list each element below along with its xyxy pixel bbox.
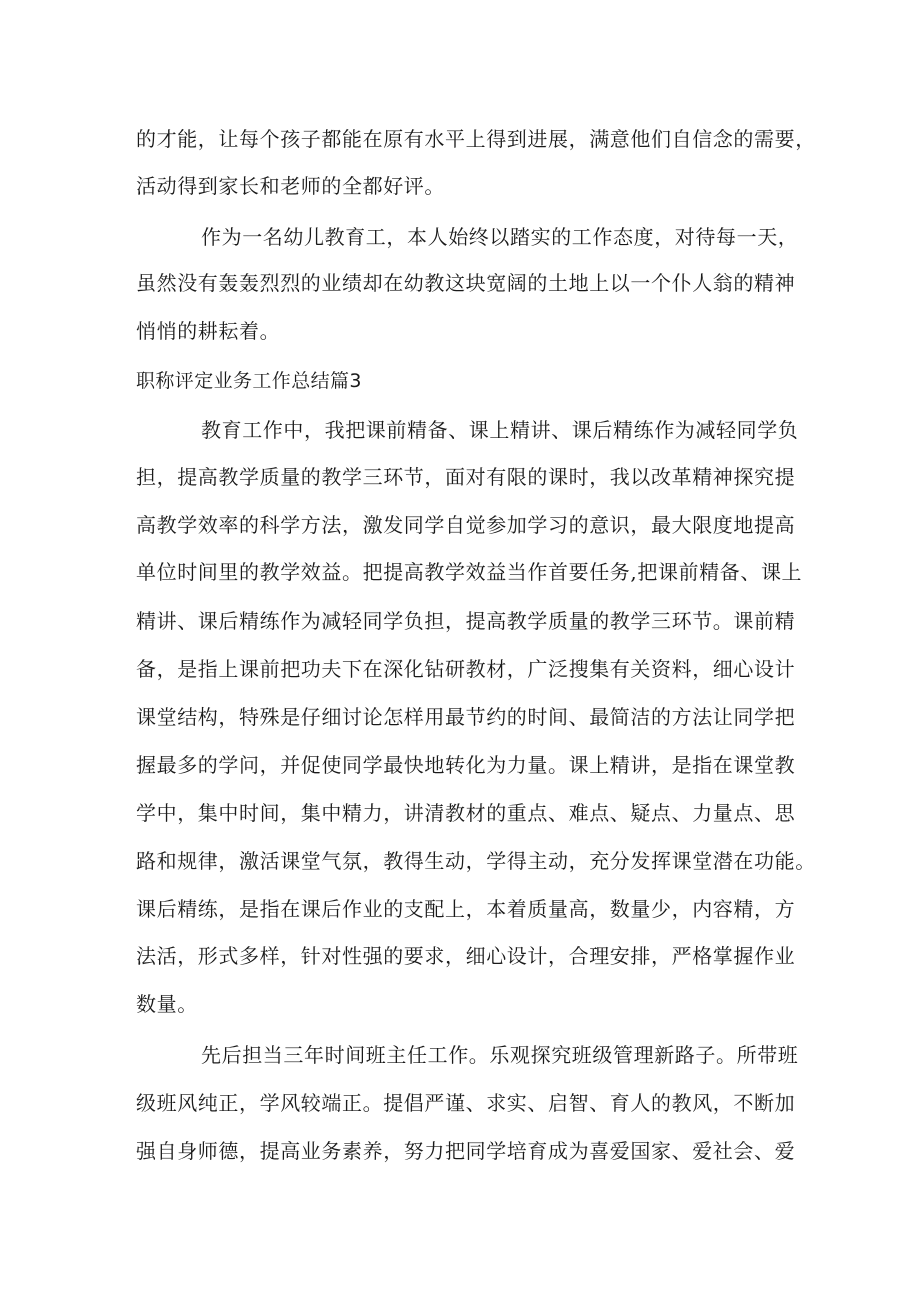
paragraph-line: 路和规律，激活课堂气氛，教得生动，学得主动，充分发挥课堂潜在功能。 xyxy=(136,849,816,873)
paragraph-line: 数量。 xyxy=(136,992,198,1016)
paragraph-line: 精讲、课后精练作为减轻同学负担，提高教学质量的教学三环节。课前精 xyxy=(136,609,796,633)
paragraph-line: 握最多的学问，并促使同学最快地转化为力量。课上精讲，是指在课堂教 xyxy=(136,753,796,777)
paragraph-line: 活动得到家长和老师的全都好评。 xyxy=(136,174,445,198)
paragraph-line: 作为一名幼儿教育工，本人始终以踏实的工作态度，对待每一天， xyxy=(201,225,799,249)
paragraph-line: 先后担当三年时间班主任工作。乐观探究班级管理新路子。所带班 xyxy=(201,1043,799,1067)
paragraph-line: 法活，形式多样，针对性强的要求，细心设计，合理安排，严格掌握作业 xyxy=(136,944,796,968)
paragraph-line: 课堂结构，特殊是仔细讨论怎样用最节约的时间、最简洁的方法让同学把 xyxy=(136,705,796,729)
paragraph-line: 虽然没有轰轰烈烈的业绩却在幼教这块宽阔的土地上以一个仆人翁的精神 xyxy=(136,271,796,295)
paragraph-line: 担，提高教学质量的教学三环节，面对有限的课时，我以改革精神探究提 xyxy=(136,465,796,489)
paragraph-line: 备，是指上课前把功夫下在深化钻研教材，广泛搜集有关资料，细心设计 xyxy=(136,657,796,681)
paragraph-line: 悄悄的耕耘着。 xyxy=(136,319,281,343)
paragraph-line: 学中，集中时间，集中精力，讲清教材的重点、难点、疑点、力量点、思 xyxy=(136,801,796,825)
paragraph-line: 级班风纯正，学风较端正。提倡严谨、求实、启智、育人的教风，不断加 xyxy=(136,1091,796,1115)
paragraph-line: 课后精练，是指在课后作业的支配上，本着质量高，数量少，内容精，方 xyxy=(136,897,796,921)
paragraph-line: 教育工作中，我把课前精备、课上精讲、课后精练作为减轻同学负 xyxy=(201,418,799,442)
paragraph-line: 的才能，让每个孩子都能在原有水平上得到进展，满意他们自信念的需要， xyxy=(136,127,816,151)
section-heading: 职称评定业务工作总结篇3 xyxy=(136,370,362,392)
paragraph-line: 强自身师德，提高业务素养，努力把同学培育成为喜爱国家、爱社会、爱 xyxy=(136,1139,796,1163)
paragraph-line: 单位时间里的教学效益。把提高教学效益当作首要任务,把课前精备、课上 xyxy=(136,560,803,584)
paragraph-line: 高教学效率的科学方法，激发同学自觉参加学习的意识，最大限度地提高 xyxy=(136,513,796,537)
